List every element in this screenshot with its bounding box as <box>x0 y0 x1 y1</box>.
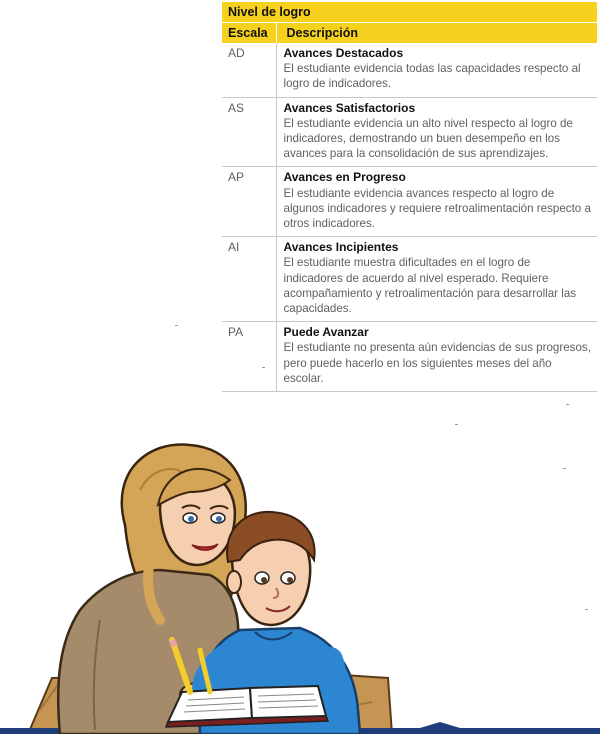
level-name: Avances en Progreso <box>283 170 406 185</box>
level-text: El estudiante muestra dificultades en el logro de indicadores de acuerdo al nivel esperado. Requiere acompañamiento y retroalimentación para desarrollar las capacidades. <box>283 256 577 316</box>
level-text: El estudiante evidencia todas las capacidades respecto al logro de indicadores. <box>283 62 581 91</box>
table-row-ad <box>222 43 597 97</box>
table-title-row <box>222 2 597 23</box>
level-description <box>276 237 597 322</box>
level-text: El estudiante no presenta aún evidencias de sus progresos, pero puede hacerlo en los siguientes meses del año escolar. <box>283 341 591 385</box>
table-title: Nivel de logro <box>222 2 597 23</box>
scan-speck <box>175 325 178 326</box>
level-code: AD <box>222 43 276 97</box>
scan-speck <box>262 367 265 368</box>
teacher-helping-student-illustration <box>0 410 600 734</box>
level-code: AP <box>222 167 276 237</box>
level-description <box>276 167 597 237</box>
level-name: Avances Destacados <box>283 46 404 60</box>
level-description <box>276 43 597 97</box>
level-name: Avances Satisfactorios <box>283 100 416 115</box>
scan-speck <box>566 404 569 405</box>
achievement-level-table <box>222 2 597 392</box>
level-text: El estudiante evidencia un alto nivel respecto al logro de indicadores, demostrando un buen desempeño en los avances para la consolidación de sus aprendizajes. <box>283 116 573 161</box>
table-header-row <box>222 23 597 44</box>
column-header-description: Descripción <box>276 23 597 44</box>
table-row-as <box>222 97 597 167</box>
level-name: Puede Avanzar <box>283 325 369 340</box>
level-code: PA <box>222 322 276 392</box>
level-text: El estudiante evidencia avances respecto al logro de algunos indicadores y requiere retroalimentación respecto a otros indicadores. <box>283 186 591 231</box>
level-description <box>276 97 597 167</box>
table-row-ai <box>222 237 597 322</box>
achievement-level-table-container <box>222 2 597 392</box>
table-row-ap <box>222 167 597 237</box>
level-description <box>276 322 597 392</box>
level-code: AS <box>222 97 276 167</box>
level-code: AI <box>222 237 276 322</box>
level-name: Avances Incipientes <box>283 240 399 255</box>
table-row-pa <box>222 322 597 392</box>
column-header-scale: Escala <box>222 23 276 44</box>
